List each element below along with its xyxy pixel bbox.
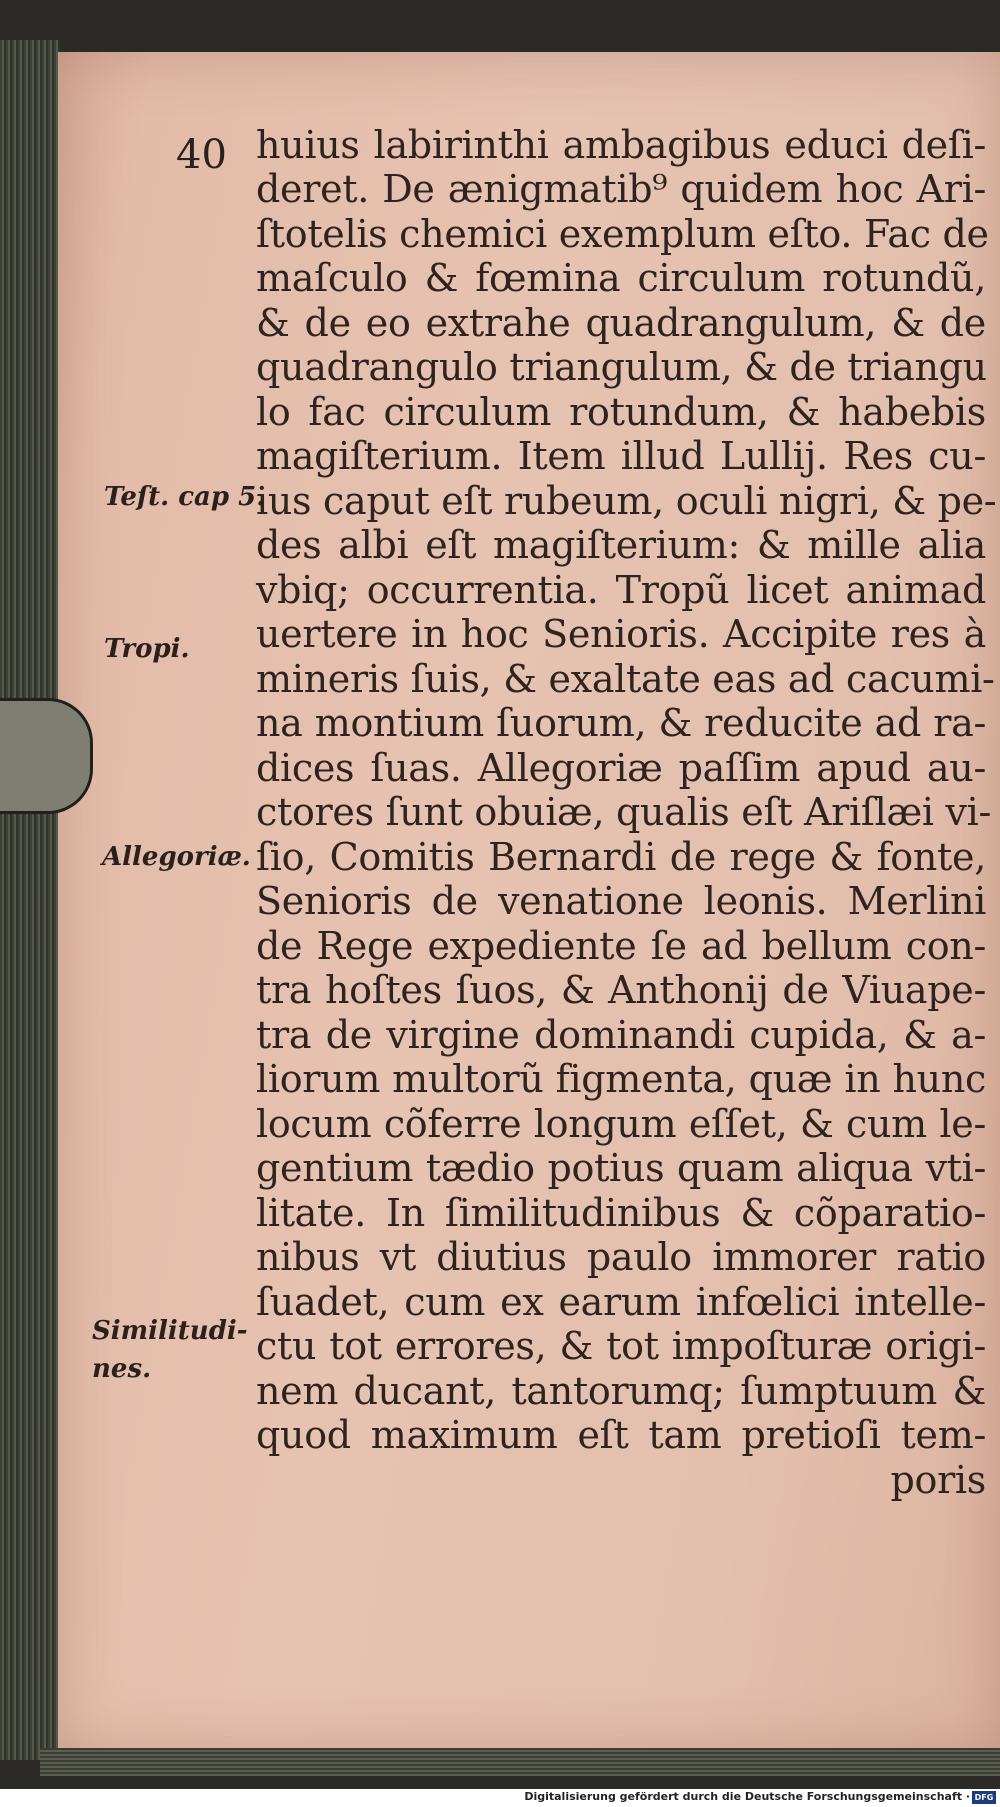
bookmark-tab [0, 698, 93, 814]
footer-credit-text: Digitalisierung gefördert durch die Deutsche Forschungsgemeinschaft · [524, 1790, 970, 1803]
text-line: huius labirinthi ambagibus educi deſi- [256, 123, 986, 167]
text-line: mineris ſuis, & exaltate eas ad cacumi- [256, 657, 995, 701]
dfg-logo-icon: DFG [972, 1791, 996, 1804]
text-line: quod maximum eſt tam pretioſi tem- [256, 1413, 986, 1457]
text-line: magiſterium. Item illud Lullij. Res cu- [256, 434, 986, 478]
text-line: ſtotelis chemici exemplum eſto. Fac de [256, 212, 989, 256]
text-line: maſculo & fœmina circulum rotundũ, [256, 256, 986, 300]
margin-note-similitudines-1: Similitudi- [92, 1316, 248, 1346]
text-line: ſio, Comitis Bernardi de rege & fonte, [256, 835, 986, 879]
text-line: Senioris de venatione leonis. Merlini [256, 879, 986, 923]
text-line: & de eo extrahe quadrangulum, & de [256, 301, 986, 345]
text-line: de Rege expediente ſe ad bellum con- [256, 924, 986, 968]
page-number: 40 [176, 132, 227, 178]
text-line: uertere in hoc Senioris. Accipite res à [256, 612, 986, 656]
main-text-block [256, 120, 997, 1580]
book-page-edges [0, 40, 60, 1760]
text-line: tra de virgine dominandi cupida, & a- [256, 1013, 986, 1057]
text-line: litate. In ſimilitudinibus & cõparatio- [256, 1191, 986, 1235]
book-bottom-edge [40, 1748, 1000, 1776]
text-line: ctu tot errores, & tot impoſturæ origi- [256, 1324, 986, 1368]
text-line: des albi eſt magiſterium: & mille alia [256, 523, 986, 567]
text-line: lo fac circulum rotundum, & habebis [256, 390, 986, 434]
text-line: locum cõferre longum eſſet, & cum le- [256, 1102, 986, 1146]
text-line: poris [890, 1458, 986, 1502]
text-line: nem ducant, tantorumq; ſumptuum & [256, 1369, 986, 1413]
text-line: quadrangulo triangulum, & de triangu [256, 345, 987, 389]
margin-note-test: Teſt. cap 5. [104, 482, 266, 512]
margin-note-allegoriae: Allegoriæ. [102, 842, 251, 872]
text-line: dices ſuas. Allegoriæ paſſim apud au- [256, 746, 986, 790]
text-line: gentium tædio potius quam aliqua vti- [256, 1146, 986, 1190]
text-line: tra hoſtes ſuos, & Anthonij de Viuape- [256, 968, 986, 1012]
text-line: ſuadet, cum ex earum infœlici intelle- [256, 1280, 986, 1324]
text-line: vbiq; occurrentia. Tropũ licet animad [256, 568, 986, 612]
text-line: na montium ſuorum, & reducite ad ra- [256, 701, 986, 745]
margin-note-similitudines-2: nes. [92, 1354, 152, 1384]
text-line: deret. De ænigmatib⁹ quidem hoc Ari- [256, 167, 986, 211]
text-line: nibus vt diutius paulo immorer ratio [256, 1235, 986, 1279]
text-line: liorum multorũ figmenta, quæ in hunc [256, 1057, 986, 1101]
margin-note-tropi: Tropi. [104, 634, 190, 664]
text-line: ctores ſunt obuiæ, qualis eſt Ariſlæi vi- [256, 790, 992, 834]
text-line: ius caput eſt rubeum, oculi nigri, & pe- [256, 479, 997, 523]
